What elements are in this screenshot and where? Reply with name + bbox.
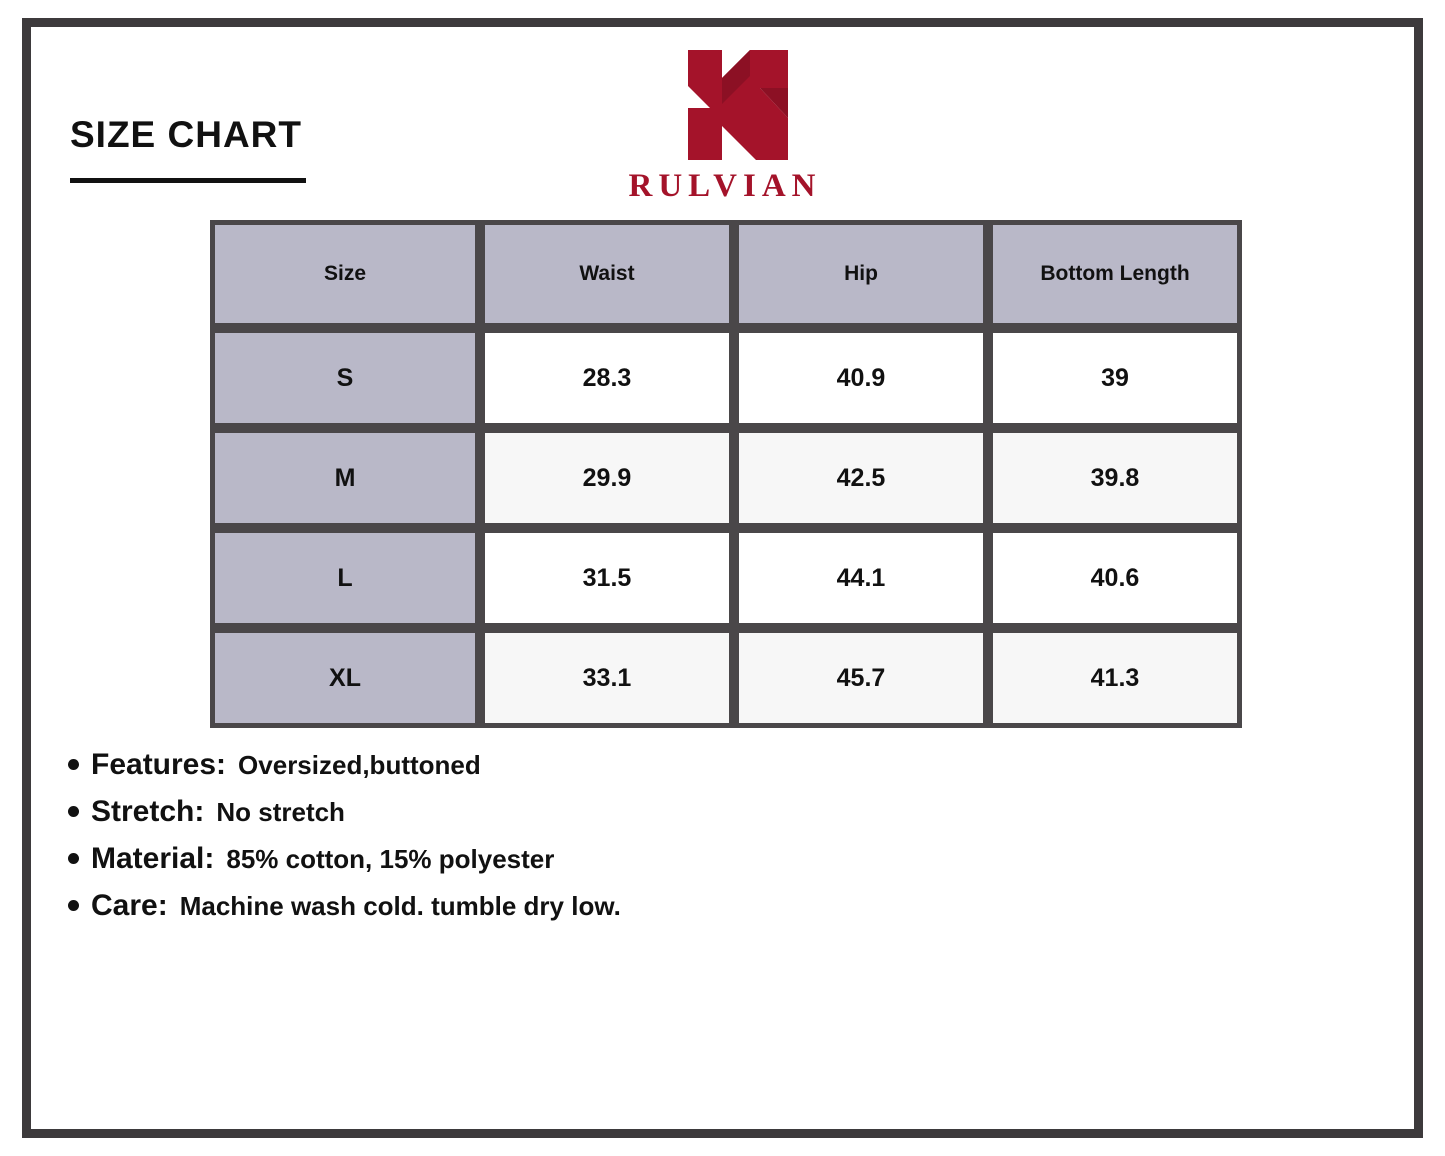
title-block (70, 115, 490, 183)
table-row (210, 428, 1242, 528)
cell-size: M (210, 428, 480, 528)
cell-hip: 44.1 (734, 528, 988, 628)
cell-size: S (210, 328, 480, 428)
cell-bottom-length: 39.8 (988, 428, 1242, 528)
table-row (210, 328, 1242, 428)
cell-size: XL (210, 628, 480, 728)
detail-value-features: Oversized,buttoned (238, 750, 481, 780)
size-table (210, 220, 1242, 728)
detail-label-care: Care: (91, 889, 168, 922)
bullet-icon (68, 759, 79, 770)
page-title: SIZE CHART (70, 114, 302, 155)
cell-hip: 45.7 (734, 628, 988, 728)
cell-waist: 33.1 (480, 628, 734, 728)
cell-size: L (210, 528, 480, 628)
cell-waist: 29.9 (480, 428, 734, 528)
cell-hip: 42.5 (734, 428, 988, 528)
product-details-list (68, 748, 1268, 936)
bullet-icon (68, 806, 79, 817)
bullet-icon (68, 900, 79, 911)
column-header-size: Size (210, 220, 480, 328)
cell-bottom-length: 39 (988, 328, 1242, 428)
list-item (68, 842, 1268, 876)
column-header-hip: Hip (734, 220, 988, 328)
table-header-row (210, 220, 1242, 328)
brand-logo-block (600, 48, 850, 205)
column-header-bottom-length: Bottom Length (988, 220, 1242, 328)
bullet-icon (68, 853, 79, 864)
cell-hip: 40.9 (734, 328, 988, 428)
cell-waist: 31.5 (480, 528, 734, 628)
detail-label-material: Material: (91, 842, 215, 875)
detail-value-material: 85% cotton, 15% polyester (226, 844, 555, 874)
detail-label-stretch: Stretch: (91, 795, 205, 828)
detail-label-features: Features: (91, 748, 227, 781)
rulvian-r-logo-icon (600, 48, 850, 166)
cell-bottom-length: 40.6 (988, 528, 1242, 628)
cell-bottom-length: 41.3 (988, 628, 1242, 728)
column-header-waist: Waist (480, 220, 734, 328)
list-item (68, 748, 1268, 782)
table-row (210, 528, 1242, 628)
brand-name: RULVIAN (628, 168, 822, 204)
cell-waist: 28.3 (480, 328, 734, 428)
size-table-wrapper (210, 220, 1242, 728)
title-underline (70, 178, 306, 183)
detail-value-care: Machine wash cold. tumble dry low. (179, 891, 621, 921)
list-item (68, 889, 1268, 923)
table-row (210, 628, 1242, 728)
detail-value-stretch: No stretch (216, 797, 345, 827)
list-item (68, 795, 1268, 829)
